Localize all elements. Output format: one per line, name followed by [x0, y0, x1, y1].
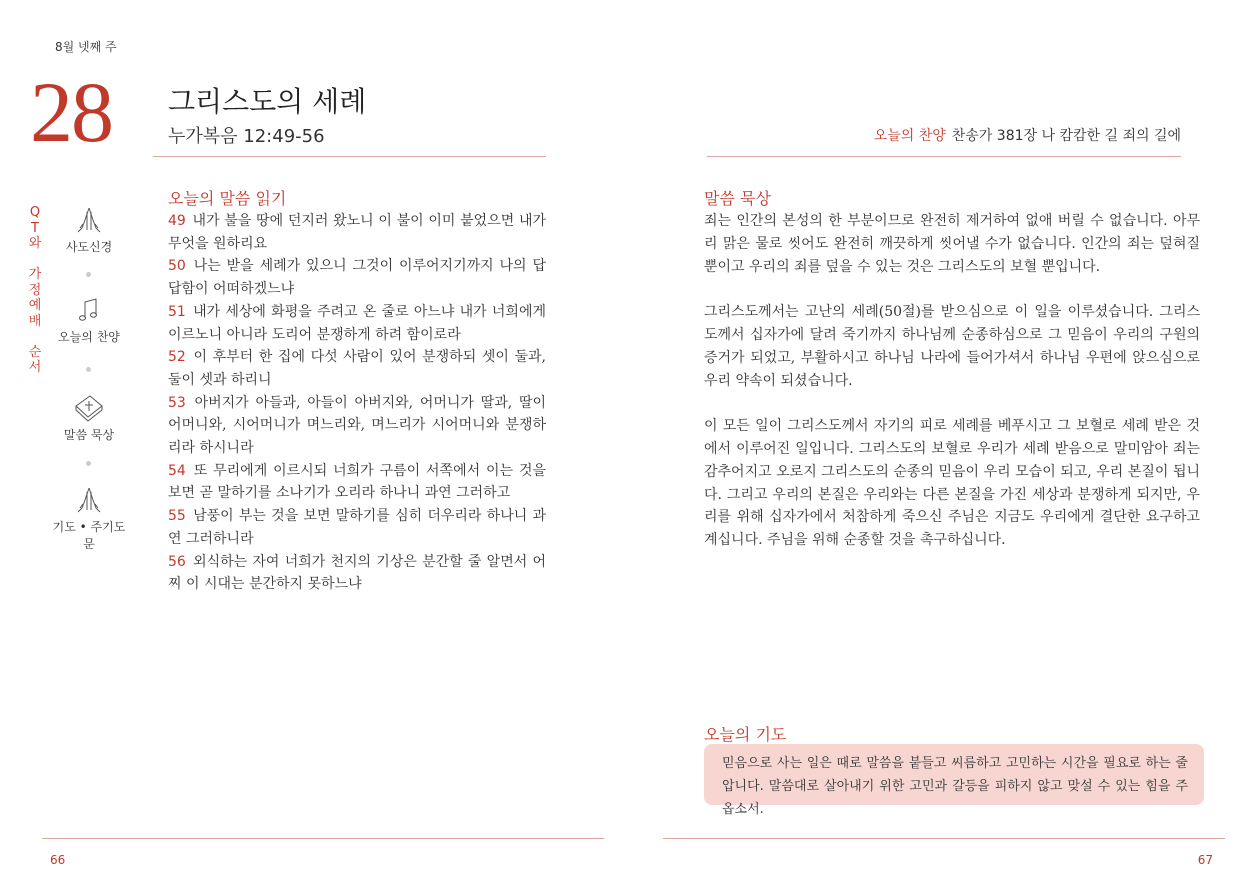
nav-label: 말씀 묵상 [63, 428, 115, 442]
side-label-char: 예 [28, 298, 42, 313]
hymn-title: 찬송가 381장 나 캄캄한 길 죄의 길에 [951, 128, 1181, 144]
day-number: 28 [30, 64, 112, 160]
page-number-right: 67 [1197, 853, 1213, 867]
verse [168, 505, 546, 550]
verse-text: 아버지가 아들과, 아들이 아버지와, 어머니가 딸과, 딸이 어머니와, 시어머니가 며느리와, 며느리가 시어머니와 분쟁하리라 하시니라 [168, 394, 546, 457]
verse-number: 53 [168, 394, 186, 411]
nav-separator-dot [86, 272, 91, 277]
hymn-line [874, 125, 1181, 145]
nav-meditation [50, 392, 128, 443]
verse [168, 460, 546, 505]
verse-text: 내가 불을 땅에 던지러 왔노니 이 불이 이미 붙었으면 내가 무엇을 원하리요 [168, 213, 546, 252]
side-label-char: T [31, 220, 39, 236]
verse-text: 외식하는 자여 너희가 천지의 기상은 분간할 줄 알면서 어찌 이 시대는 분간하지 못하느냐 [168, 553, 547, 593]
meditation-body [704, 210, 1200, 575]
scripture-reading [168, 210, 546, 596]
nav-label: 오늘의 찬양 [58, 330, 120, 344]
nav-label: 기도 • 주기도문 [52, 520, 126, 551]
verse [168, 346, 546, 391]
praying-hands-icon [74, 486, 104, 514]
week-label: 8월 넷째 주 [55, 40, 117, 54]
side-label-gap [28, 329, 42, 345]
verse-number: 55 [168, 508, 186, 525]
verse-text: 내가 세상에 화평을 주려고 온 줄로 아느냐 내가 너희에게 이르노니 아니라 도리어 분쟁하게 하려 함이로라 [168, 303, 547, 343]
nav-separator-dot [86, 367, 91, 372]
nav-todays-hymn [50, 296, 128, 345]
verse-text: 남풍이 부는 것을 보면 말하기를 심히 더우리라 하나니 과연 그러하니라 [168, 508, 547, 547]
verse-text: 또 무리에게 이르시되 너희가 구름이 서쪽에서 이는 것을 보면 곧 말하기를 소나기가 오리라 하나니 과연 그러하고 [168, 462, 546, 502]
verse [168, 210, 546, 255]
verse-number: 49 [168, 213, 186, 229]
verse-number: 51 [168, 303, 186, 320]
meditation-heading: 말씀 묵상 [704, 189, 771, 208]
side-label-gap [28, 252, 42, 268]
music-note-icon [74, 296, 104, 324]
nav-separator-dot [86, 461, 91, 466]
meditation-paragraph: 그리스도께서는 고난의 세례(50절)를 받으심으로 이 일을 이루셨습니다. 그리스도께서 십자가에 달려 죽기까지 하나님께 순종하심으로 그 믿음이 우리의 구원의 증거가 되었고, 부활하시고 하나님 나라에 들어가셔서 하나님 우편에 앉으심으로 우리 약속이 되셨습니다. [704, 304, 1200, 389]
verse-number: 52 [168, 349, 186, 366]
divider [153, 156, 546, 157]
verse-number: 54 [168, 462, 186, 479]
meditation-paragraph: 죄는 인간의 본성의 한 부분이므로 완전히 제거하여 없애 버릴 수 없습니다. 아무리 맑은 물로 씻어도 완전히 깨끗하게 씻어낼 수가 없습니다. 인간의 죄는 덮혀질 뿐이고 우리의 죄를 덮을 수 있는 것은 그리스도의 보혈 뿐입니다. [704, 213, 1200, 275]
footer-divider [42, 838, 604, 839]
side-label-char: 정 [28, 282, 42, 298]
side-label-char: 가 [28, 267, 42, 282]
prayer-box [704, 744, 1204, 817]
reading-heading: 오늘의 말씀 읽기 [168, 189, 287, 208]
footer-divider [663, 838, 1225, 839]
side-label-char: 서 [28, 360, 42, 375]
verse-text: 이 후부터 한 집에 다섯 사람이 있어 분쟁하되 셋이 둘과, 둘이 셋과 하리니 [168, 349, 547, 388]
prayer-heading: 오늘의 기도 [704, 725, 787, 744]
hymn-label: 오늘의 찬양 [873, 128, 946, 144]
verse [168, 392, 546, 460]
prayer-text: 믿음으로 사는 일은 때로 말씀을 붙들고 씨름하고 고민하는 시간을 필요로 하는 줄 압니다. 말씀대로 살아내기 위한 고민과 갈등을 피하지 않고 맞설 수 있는 힘을 주옵소서. [722, 756, 1188, 817]
side-label-char: 와 [28, 236, 42, 251]
nav-prayer [50, 486, 128, 552]
page-number-left: 66 [50, 853, 66, 867]
side-vertical-label [28, 205, 42, 376]
side-label-char: Q [29, 205, 41, 220]
bible-icon [73, 392, 105, 422]
verse [168, 255, 546, 300]
meditation-paragraph: 이 모든 일이 그리스도께서 자기의 피로 세례를 베푸시고 그 보혈로 세례 받은 것에서 이루어진 일입니다. 그리스도의 보혈로 우리가 세례 받음으로 말미암아 죄는 감추어지고 오로지 그리스도의 순종의 믿음이 우리 모습이 되고, 우리 본질이 됩니다. 그리고 우리의 본질은 우리와는 다른 본질을 가진 세상과 분쟁하게 되지만, 우리를 위해 십자가에서 처참하게 죽으신 주님은 지금도 우리에게 결단한 요구하고 계십니다. 주님을 위해 순종할 것을 촉구하십니다. [704, 418, 1200, 549]
scripture-passage: 누가복음 12:49-56 [168, 126, 325, 147]
side-label-char: 순 [28, 344, 42, 360]
verse [168, 301, 546, 346]
verse [168, 551, 546, 596]
verse-text: 나는 받을 세례가 있으니 그것이 이루어지기까지 나의 답답함이 어떠하겠느냐 [168, 258, 546, 298]
praying-hands-icon [74, 206, 104, 234]
nav-apostles-creed [50, 206, 128, 255]
verse-number: 56 [168, 553, 186, 570]
divider [707, 156, 1181, 157]
nav-label: 사도신경 [65, 240, 113, 254]
verse-number: 50 [168, 258, 186, 275]
page-title: 그리스도의 세례 [168, 85, 367, 118]
side-label-char: 배 [28, 313, 42, 329]
